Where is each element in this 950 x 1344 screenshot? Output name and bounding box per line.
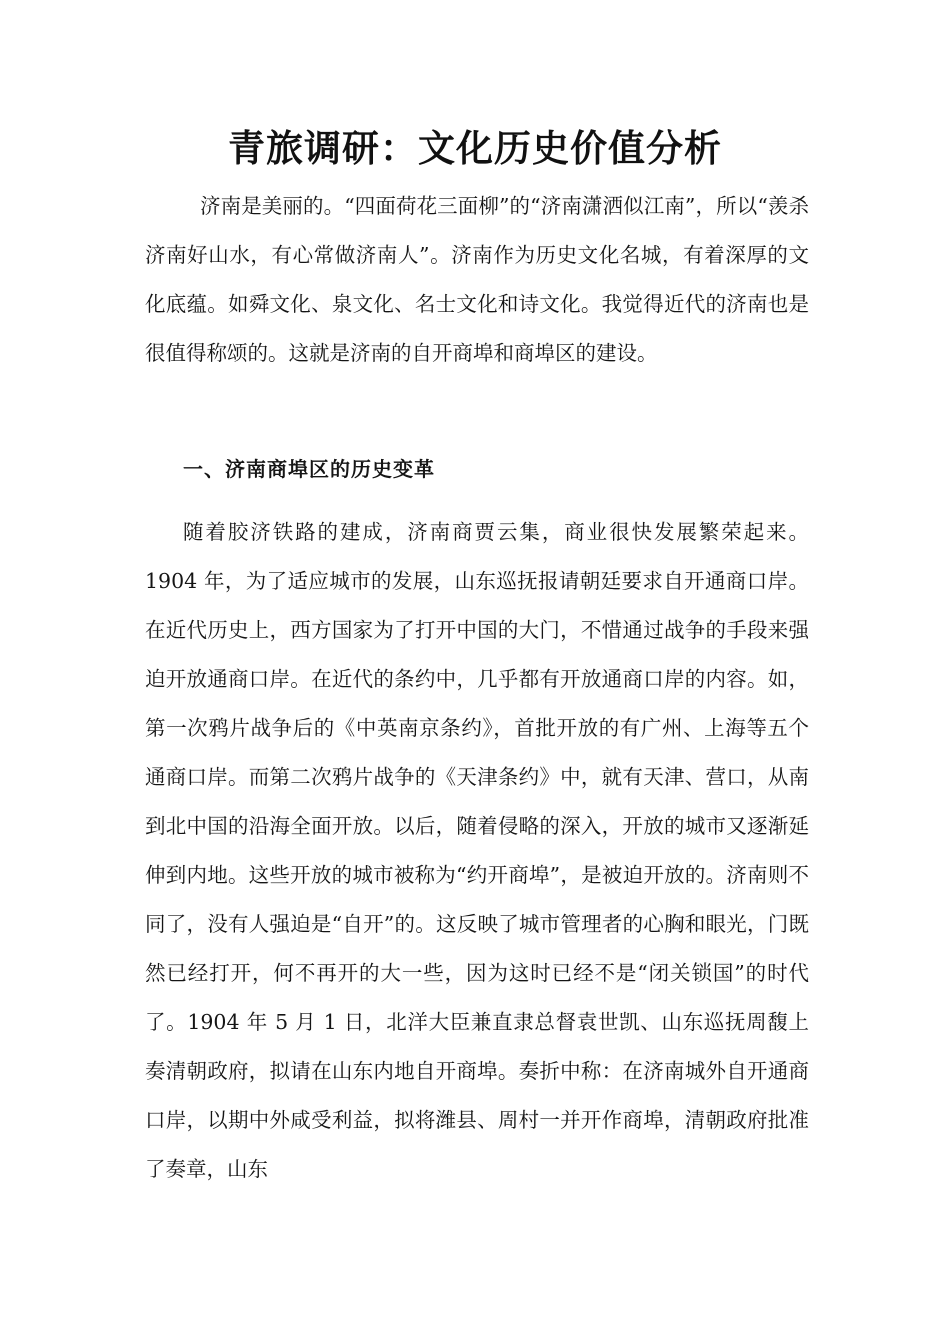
section-heading: 一、济南商埠区的历史变革 (183, 457, 435, 481)
intro-paragraph: 济南是美丽的。“四面荷花三面柳”的“济南潇洒似江南”，所以“羡杀济南好山水，有心常做济南人”。济南作为历史文化名城，有着深厚的文化底蕴。如舜文化、泉文化、名士文化和诗文化。我觉得近代的济南也是很值得称颂的。这就是济南的自开商埠和商埠区的建设。 (145, 194, 809, 365)
history-paragraph: 随着胶济铁路的建成，济南商贾云集，商业很快发展繁荣起来。1904 年，为了适应城市的发展，山东巡抚报请朝廷要求自开通商口岸。在近代历史上，西方国家为了打开中国的大门，不惜通过战争的手段来强迫开放通商口岸。在近代的条约中，几乎都有开放通商口岸的内容。如，第一次鸦片战争后的《中英南京条约》，首批开放的有广州、上海等五个通商口岸。而第二次鸦片战争的《天津条约》中，就有天津、营口，从南到北中国的沿海全面开放。以后，随着侵略的深入，开放的城市又逐渐延伸到内地。这些开放的城市被称为“约开商埠”，是被迫开放的。济南则不同了，没有人强迫是“自开”的。这反映了城市管理者的心胸和眼光，门既然已经打开，何不再开的大一些，因为这时已经不是“闭关锁国”的时代了。1904 年 5 月 1 日，北洋大臣兼直隶总督袁世凯、山东巡抚周馥上奏清朝政府，拟请在山东内地自开商埠。奏折中称：在济南城外自开通商口岸，以期中外咸受利益，拟将潍县、周村一并开作商埠，清朝政府批准了奏章，山东 (145, 520, 809, 1181)
document-title: 青旅调研：文化历史价值分析 (228, 125, 722, 170)
